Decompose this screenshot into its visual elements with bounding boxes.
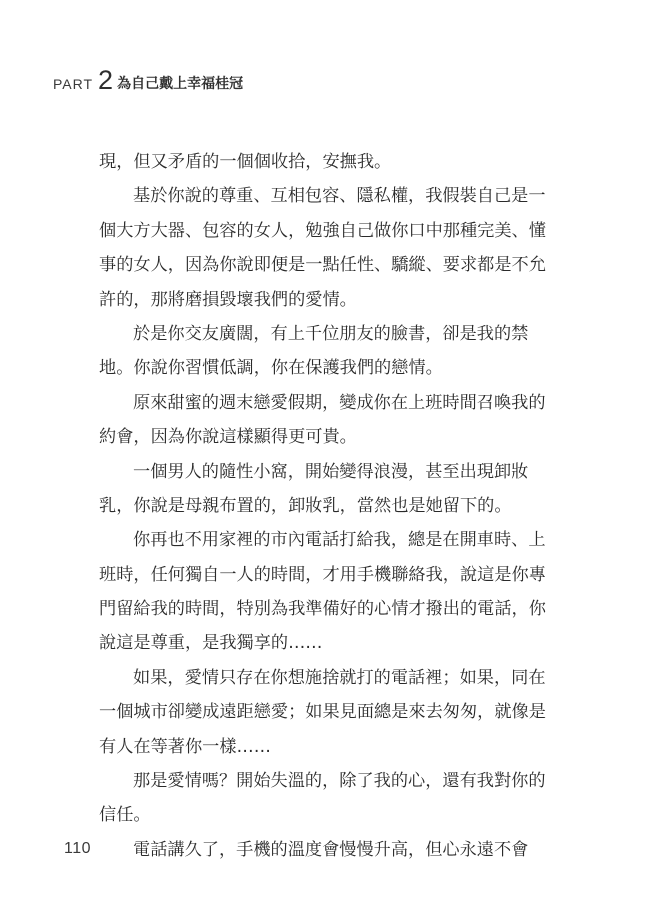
body-text: [99, 148, 549, 870]
text-line: 事的女人，因為你說即便是一點任性、驕縱、要求都是不允: [99, 255, 546, 276]
part-number: 2: [98, 65, 114, 95]
text-line: 地。你說你習慣低調，你在保護我們的戀情。: [99, 358, 443, 379]
text-line: 一個城市卻變成遠距戀愛；如果見面總是來去匆匆，就像是: [99, 702, 546, 723]
part-label: PART: [53, 76, 94, 92]
page-number: 110: [64, 840, 92, 857]
text-line: 個大方大器、包容的女人，勉強自己做你口中那種完美、懂: [99, 220, 546, 241]
text-line: 你再也不用家裡的市內電話打給我，總是在開車時、上: [133, 530, 546, 551]
text-line: 那是愛情嗎？開始失溫的，除了我的心，還有我對你的: [133, 771, 546, 792]
text-line: 班時，任何獨自一人的時間，才用手機聯絡我，說這是你專: [99, 564, 546, 585]
text-line: 許的，那將磨損毀壞我們的愛情。: [99, 289, 357, 310]
text-line: 電話講久了，手機的溫度會慢慢升高，但心永遠不會: [133, 839, 529, 860]
text-line: 說這是尊重，是我獨享的……: [99, 633, 323, 654]
text-line: 如果，愛情只存在你想施捨就打的電話裡；如果，同在: [133, 667, 546, 688]
text-line: 乳，你說是母親布置的，卸妝乳，當然也是她留下的。: [99, 495, 512, 516]
running-header: [53, 64, 243, 94]
text-line: 約會，因為你說這樣顯得更可貴。: [99, 427, 357, 448]
text-line: 有人在等著你一樣……: [99, 736, 271, 757]
text-line: 信任。: [99, 805, 151, 826]
text-line: 原來甜蜜的週末戀愛假期，變成你在上班時間召喚我的: [133, 392, 546, 413]
text-line: 門留給我的時間，特別為我準備好的心情才撥出的電話，你: [99, 599, 546, 620]
text-line: 基於你說的尊重、互相包容、隱私權，我假裝自己是一: [133, 186, 546, 207]
text-line: 現，但又矛盾的一個個收拾，安撫我。: [99, 152, 392, 172]
text-line: 於是你交友廣闊，有上千位朋友的臉書，卻是我的禁: [133, 323, 529, 344]
part-title: 為自己戴上幸福桂冠: [117, 76, 244, 92]
text-line: 一個男人的隨性小窩，開始變得浪漫，甚至出現卸妝: [133, 461, 529, 482]
